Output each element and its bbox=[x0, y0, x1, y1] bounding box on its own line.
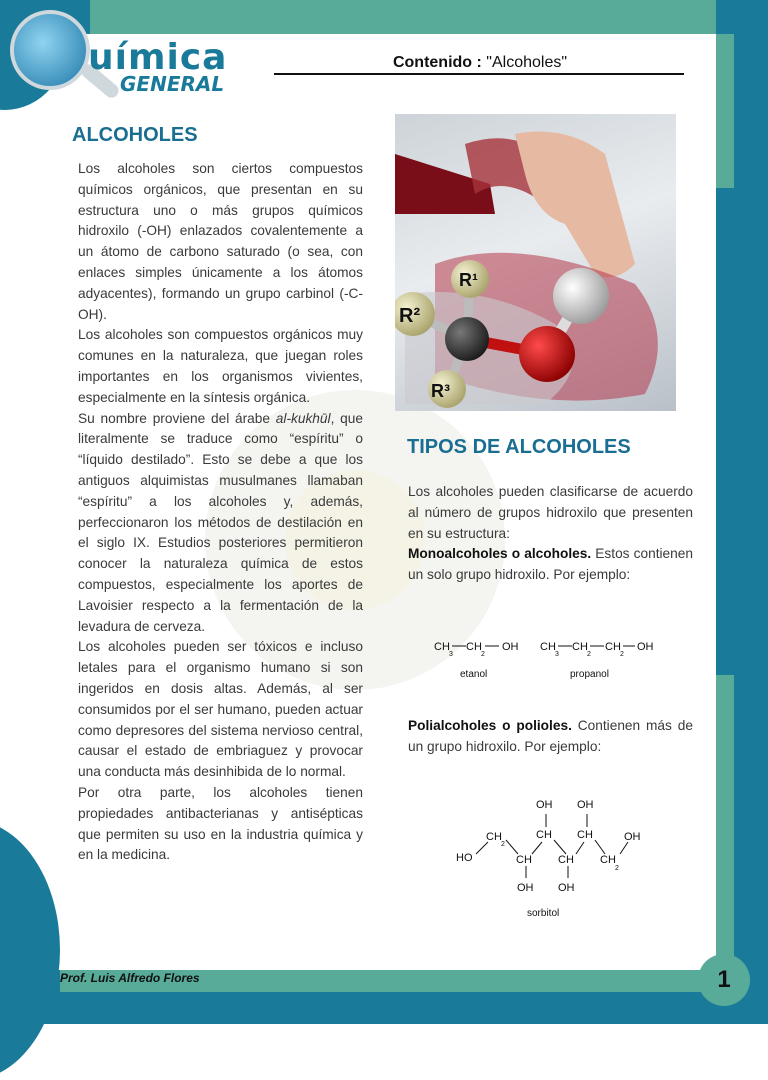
photo-illustration bbox=[395, 114, 676, 411]
subscript: 2 bbox=[501, 841, 505, 848]
subscript: 3 bbox=[555, 651, 559, 658]
logo-subtitle: GENERAL bbox=[120, 72, 225, 96]
atom-ch: CH bbox=[434, 641, 450, 653]
atom-ch: CH bbox=[466, 641, 482, 653]
atom-oh: OH bbox=[558, 882, 575, 894]
structure-sorbitol bbox=[450, 790, 670, 920]
content-label: Contenido : bbox=[392, 54, 482, 71]
label-etanol: etanol bbox=[460, 669, 488, 680]
subscript: 2 bbox=[620, 651, 624, 658]
subscript: 2 bbox=[481, 651, 485, 658]
atom-ch: CH bbox=[600, 854, 616, 866]
atom-ch: CH bbox=[558, 854, 574, 866]
atom-ch: CH bbox=[516, 854, 532, 866]
subscript: 3 bbox=[449, 651, 453, 658]
paragraph bbox=[78, 409, 363, 638]
atom-ch: CH bbox=[536, 829, 552, 841]
term-monoalcoholes: Monoalcoholes o alcoholes. bbox=[408, 546, 592, 562]
section-title-alcoholes: ALCOHOLES bbox=[72, 124, 198, 146]
atom-oh: OH bbox=[624, 831, 641, 843]
paragraph: Los alcoholes pueden clasificarse de acuerdo al número de grupos hidroxilo que presenten en su estructura: bbox=[408, 484, 693, 541]
content-value: "Alcoholes" bbox=[486, 54, 568, 71]
atom-ch: CH bbox=[572, 641, 588, 653]
flask-icon bbox=[10, 10, 90, 90]
paragraph-text: Estos contienen un solo grupo hidroxilo. Por ejemplo: bbox=[408, 546, 694, 583]
paragraph: Los alcoholes pueden ser tóxicos e incluso letales para el organismo humano si son ingeridos en dosis altas. Además, al ser consumidos por el ser humano, pueden actuar como depresores del sistema nervioso central, causar el estado de embriaguez y provocar una conducta más desinhibida de lo normal. bbox=[78, 639, 363, 780]
term-polialcoholes: Polialcoholes o polioles. bbox=[408, 718, 572, 733]
frame-right-accent-bottom bbox=[716, 675, 734, 975]
atom-oh: OH bbox=[517, 882, 534, 894]
r2-label: R² bbox=[399, 305, 421, 327]
r3-label: R³ bbox=[431, 381, 450, 401]
atom-ho: HO bbox=[456, 852, 473, 864]
paragraph: Los alcoholes son compuestos orgánicos muy comunes en la naturaleza, que juegan roles importantes en los organismos vivientes, especialmente en la síntesis orgánica. bbox=[78, 327, 363, 405]
paragraph bbox=[408, 716, 693, 758]
paragraph: Por otra parte, los alcoholes tienen propiedades antibacterianas y antisépticas que permiten su uso en la industria química y en la medicina. bbox=[78, 784, 363, 863]
logo-title: uímica bbox=[88, 37, 228, 78]
right-column-text bbox=[408, 482, 693, 586]
arabic-term: al-kukhūl bbox=[275, 410, 331, 426]
paragraph: Los alcoholes son ciertos compuestos químicos orgánicos, que presentan en su estructura uno o más grupos químicos hidroxilo (-OH) enlazados covalentemente a un átomo de carbono saturado (o sea, con enlaces simples únicamente a los átomos adyacentes), formando un grupo carbinol (-C-OH). bbox=[78, 161, 363, 322]
atom-ch: CH bbox=[577, 829, 593, 841]
author-name: Prof. Luis Alfredo Flores bbox=[60, 971, 200, 985]
atom-oh: OH bbox=[536, 799, 553, 811]
right-column-text-2 bbox=[408, 716, 693, 758]
atom-oh: OH bbox=[577, 799, 594, 811]
atom-ch: CH bbox=[540, 641, 556, 653]
paragraph-text: Contienen más de un grupo hidroxilo. Por ejemplo: bbox=[408, 718, 693, 754]
atom-oh: OH bbox=[637, 641, 654, 653]
atom-ch: CH bbox=[486, 831, 502, 843]
atom-ch: CH bbox=[605, 641, 621, 653]
section-title-tipos: TIPOS DE ALCOHOLES bbox=[407, 436, 631, 458]
r1-label: R¹ bbox=[459, 270, 478, 290]
subscript: 2 bbox=[615, 865, 619, 872]
frame-right-accent-top bbox=[716, 34, 734, 188]
subscript: 2 bbox=[587, 651, 591, 658]
left-column-text bbox=[78, 159, 363, 866]
structure-etanol-propanol bbox=[430, 626, 670, 686]
paragraph-text: , que literalmente se traduce como “espíritu” o “líquido destilado”. Esto se debe a que los antiguos alquimistas musulmanes llamaban “espíritu” a los alcoholes y, además, perfeccionaron los métodos de destilación en el siglo IX. Estudios posteriores permitieron conocer la naturaleza química de estos compuestos, especialmente los aportes de Lavoisier respecto a la fermentación de la levadura de cerveza. bbox=[78, 410, 363, 634]
atom-oh: OH bbox=[502, 641, 519, 653]
header-underline bbox=[274, 73, 684, 75]
paragraph bbox=[408, 544, 693, 586]
content-header bbox=[276, 54, 684, 72]
page-number: 1 bbox=[698, 954, 750, 1006]
wine-molecule-photo bbox=[395, 114, 676, 411]
label-propanol: propanol bbox=[570, 669, 609, 680]
label-sorbitol: sorbitol bbox=[527, 908, 560, 919]
logo bbox=[4, 4, 228, 114]
paragraph-text: Su nombre proviene del árabe bbox=[78, 410, 276, 426]
